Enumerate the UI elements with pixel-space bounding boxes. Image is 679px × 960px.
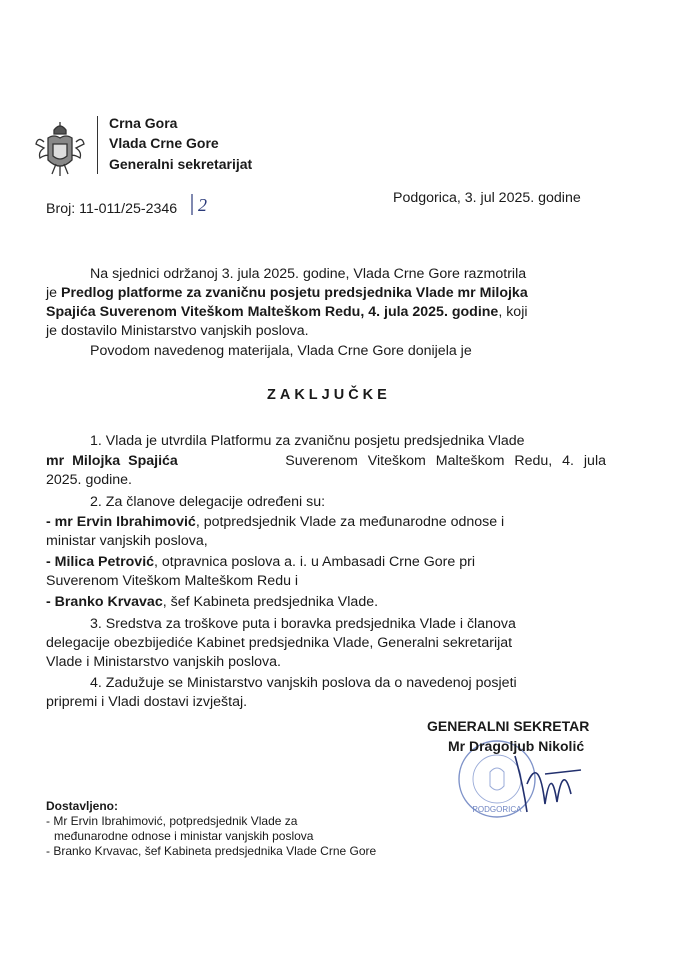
- delivered-item: - Mr Ervin Ibrahimović, potpredsjednik Vlade za: [46, 814, 298, 828]
- reference-number: Broj: 11-011/25-2346: [46, 201, 178, 217]
- intro-line-1: Na sjednici održanoj 3. jula 2025. godine, Vlada Crne Gore razmotrila: [90, 266, 527, 282]
- delivered-title: Dostavljeno:: [46, 799, 119, 813]
- conclusion-1-line-1: 1. Vlada je utvrdila Platformu za zvaničnu posjetu predsjednika Vlade: [90, 433, 525, 449]
- header-country: Crna Gora: [109, 115, 178, 131]
- conclusion-3-line-2: delegacije obezbijediće Kabinet predsjednika Vlade, Generalni sekretarijat: [46, 635, 513, 651]
- header-divider: [97, 116, 98, 174]
- member-1-line-1: - mr Ervin Ibrahimović, potpredsjednik Vlade za međunarodne odnose i: [46, 514, 505, 530]
- member-3-line-1: - Branko Krvavac, šef Kabineta predsjednika Vlade.: [46, 594, 379, 610]
- header-secretariat: Generalni sekretarijat: [109, 156, 253, 172]
- delivered-item: međunarodne odnose i ministar vanjskih poslova: [54, 829, 314, 843]
- intro-line-4: je dostavilo Ministarstvo vanjskih poslova.: [46, 323, 309, 339]
- conclusion-2-line-1: 2. Za članove delegacije određeni su:: [90, 494, 326, 510]
- place-date: Podgorica, 3. jul 2025. godine: [393, 190, 581, 206]
- delivered-list: [46, 814, 376, 859]
- conclusion-3-line-1: 3. Sredstva za troškove puta i boravka predsjednika Vlade i članova: [90, 616, 516, 632]
- member-1-line-2: ministar vanjskih poslova,: [46, 533, 208, 549]
- signatory-title: GENERALNI SEKRETAR: [427, 718, 590, 734]
- handwritten-number-text: 2: [198, 195, 207, 215]
- conclusion-4-line-2: pripremi i Vladi dostavi izvještaj.: [46, 694, 248, 710]
- conclusion-1-line-3: 2025. godine.: [46, 472, 132, 488]
- coat-of-arms-icon: [34, 120, 86, 178]
- member-2-line-2: Suverenom Viteškom Malteškom Redu i: [46, 573, 299, 589]
- section-heading: ZAKLJUČKE: [267, 387, 391, 403]
- stamp-city: PODGORICA: [472, 805, 522, 814]
- handwritten-signature: [505, 744, 595, 819]
- signatory-name: Mr Dragoljub Nikolić: [448, 738, 585, 754]
- conclusion-3-line-3: Vlade i Ministarstvo vanjskih poslova.: [46, 654, 281, 670]
- intro-line-5: Povodom navedenog materijala, Vlada Crne Gore donijela je: [90, 343, 472, 359]
- header-government: Vlada Crne Gore: [109, 135, 219, 151]
- conclusion-1-line-2: mr Milojka Spajića Suverenom Viteškom Malteškom Redu, 4. jula: [46, 453, 606, 469]
- intro-line-3: Spajića Suverenom Viteškom Malteškom Redu, 4. jula 2025. godine, koji: [46, 304, 528, 320]
- handwritten-number: [190, 192, 216, 216]
- delivered-item: - Branko Krvavac, šef Kabineta predsjednika Vlade Crne Gore: [46, 844, 377, 858]
- conclusion-4-line-1: 4. Zadužuje se Ministarstvo vanjskih poslova da o navedenoj posjeti: [90, 675, 517, 691]
- member-2-line-1: - Milica Petrović, otpravnica poslova a. i. u Ambasadi Crne Gore pri: [46, 554, 475, 570]
- intro-line-2: je Predlog platforme za zvaničnu posjetu predsjednika Vlade mr Milojka: [46, 285, 528, 301]
